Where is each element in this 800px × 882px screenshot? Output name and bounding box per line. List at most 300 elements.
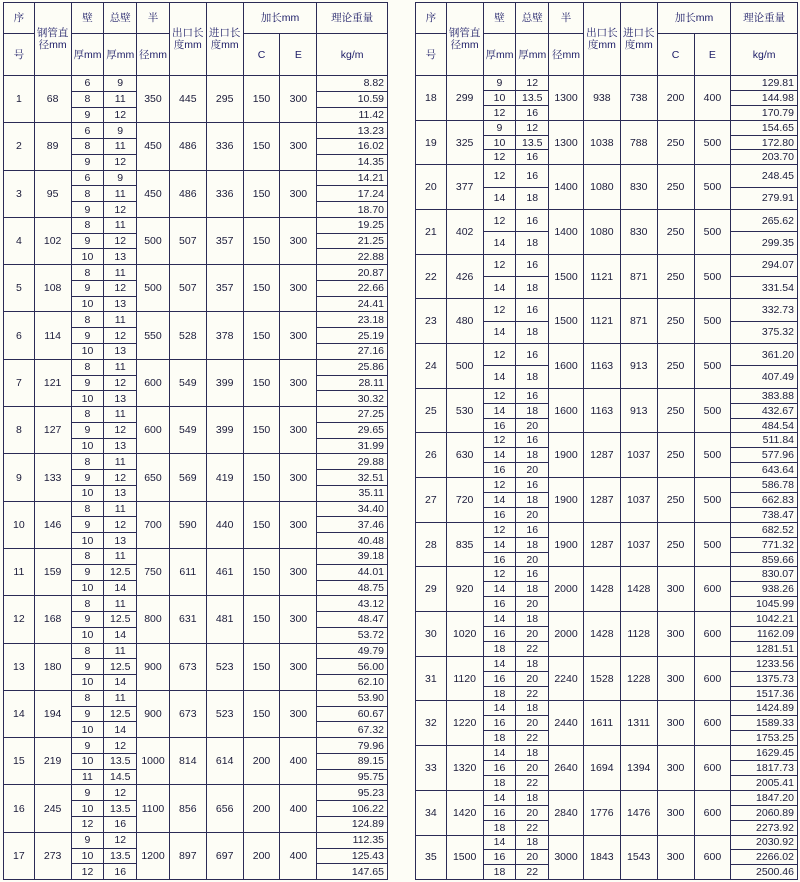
pipe-diameter: 127 [34,407,71,454]
wall-thickness: 14 [483,790,516,805]
extension-c: 300 [657,656,694,701]
bend-radius: 1300 [549,120,584,165]
total-wall-thickness: 22 [516,820,549,835]
wall-thickness: 16 [483,463,516,478]
wall-thickness: 10 [483,90,516,105]
bend-radius: 2240 [549,656,584,701]
row-number: 16 [4,785,35,832]
theoretical-weight: 830.07 [731,567,798,582]
total-wall-thickness: 13 [104,249,137,265]
wall-thickness: 10 [71,627,104,643]
theoretical-weight: 27.16 [317,344,388,360]
wall-thickness: 10 [71,580,104,596]
col-total-wall-header: 总壁 [104,3,137,34]
theoretical-weight: 27.25 [317,407,388,423]
extension-c: 250 [657,522,694,567]
wall-thickness: 12 [483,299,516,321]
extension-c: 150 [243,690,280,737]
extension-c: 150 [243,76,280,123]
total-wall-thickness: 18 [516,448,549,463]
inlet-length: 614 [206,738,243,785]
total-wall-thickness: 20 [516,463,549,478]
wall-thickness: 18 [483,865,516,880]
table-row [416,165,798,187]
total-wall-thickness: 18 [516,656,549,671]
col-diameter-header: 钢管直径mm [446,3,483,76]
total-wall-thickness: 11 [104,312,137,328]
wall-thickness: 16 [483,507,516,522]
theoretical-weight: 30.32 [317,391,388,407]
extension-e: 600 [694,790,731,835]
theoretical-weight: 37.46 [317,517,388,533]
theoretical-weight: 79.96 [317,738,388,754]
wall-thickness: 6 [71,170,104,186]
total-wall-thickness: 14 [104,627,137,643]
theoretical-weight: 484.54 [731,418,798,433]
theoretical-weight: 53.90 [317,690,388,706]
wall-thickness: 10 [71,533,104,549]
theoretical-weight: 23.18 [317,312,388,328]
row-number: 3 [4,170,35,217]
wall-thickness: 14 [483,366,516,388]
outlet-length: 856 [169,785,206,832]
pipe-diameter: 180 [34,643,71,690]
bend-radius: 700 [137,501,170,548]
col-radius-header-2: 径mm [137,34,170,76]
total-wall-thickness: 11 [104,359,137,375]
total-wall-thickness: 18 [516,366,549,388]
theoretical-weight: 586.78 [731,478,798,493]
total-wall-thickness: 14 [104,722,137,738]
extension-e: 600 [694,567,731,612]
wall-thickness: 14 [483,232,516,254]
outlet-length: 1287 [583,433,620,478]
theoretical-weight: 60.67 [317,706,388,722]
wall-thickness: 8 [71,643,104,659]
total-wall-thickness: 16 [516,522,549,537]
theoretical-weight: 383.88 [731,388,798,403]
wall-thickness: 8 [71,217,104,233]
theoretical-weight: 938.26 [731,582,798,597]
total-wall-thickness: 12 [104,517,137,533]
total-wall-thickness: 18 [516,277,549,299]
row-number: 12 [4,596,35,643]
table-row [416,210,798,232]
wall-thickness: 12 [483,254,516,276]
table-row [416,344,798,366]
total-wall-thickness: 12 [104,470,137,486]
total-wall-thickness: 11 [104,596,137,612]
inlet-length: 440 [206,501,243,548]
inlet-length: 1037 [620,478,657,523]
wall-thickness: 8 [71,265,104,281]
theoretical-weight: 361.20 [731,344,798,366]
table-row [416,76,798,91]
pipe-diameter: 377 [446,165,483,210]
total-wall-thickness: 18 [516,493,549,508]
bend-radius: 1500 [549,254,584,299]
left-table-panel [3,2,388,880]
total-wall-thickness: 16 [104,816,137,832]
bend-radius: 450 [137,123,170,170]
wall-thickness: 12 [483,210,516,232]
theoretical-weight: 129.81 [731,76,798,91]
theoretical-weight: 1424.89 [731,701,798,716]
table-row [416,388,798,403]
outlet-length: 486 [169,170,206,217]
wall-thickness: 16 [483,418,516,433]
total-wall-thickness: 16 [516,150,549,165]
total-wall-thickness: 13 [104,344,137,360]
total-wall-thickness: 11 [104,454,137,470]
total-wall-thickness: 13.5 [104,801,137,817]
theoretical-weight: 147.65 [317,864,388,880]
inlet-length: 913 [620,344,657,389]
outlet-length: 673 [169,690,206,737]
inlet-length: 1311 [620,701,657,746]
row-number: 28 [416,522,447,567]
inlet-length: 871 [620,299,657,344]
wall-thickness: 14 [483,321,516,343]
total-wall-thickness: 11 [104,407,137,423]
bend-radius: 2440 [549,701,584,746]
total-wall-thickness: 18 [516,582,549,597]
theoretical-weight: 203.70 [731,150,798,165]
wall-thickness: 14 [483,277,516,299]
inlet-length: 357 [206,265,243,312]
bend-radius: 500 [137,217,170,264]
col-radius-header-2: 径mm [549,34,584,76]
pipe-diameter: 121 [34,359,71,406]
pipe-diameter: 920 [446,567,483,612]
extension-c: 150 [243,265,280,312]
wall-thickness: 16 [483,850,516,865]
col-diameter-header: 钢管直径mm [34,3,71,76]
inlet-length: 1228 [620,656,657,701]
theoretical-weight: 21.25 [317,233,388,249]
theoretical-weight: 32.51 [317,470,388,486]
col-extension-header: 加长mm [243,3,317,34]
table-row [4,312,388,328]
bend-radius: 1300 [549,76,584,121]
bend-radius: 1100 [137,785,170,832]
theoretical-weight: 332.73 [731,299,798,321]
wall-thickness: 14 [483,612,516,627]
extension-e: 500 [694,388,731,433]
inlet-length: 336 [206,123,243,170]
wall-thickness: 14 [483,403,516,418]
extension-e: 500 [694,478,731,523]
total-wall-thickness: 20 [516,716,549,731]
total-wall-thickness: 16 [516,388,549,403]
extension-e: 300 [280,76,317,123]
table-row [4,738,388,754]
table-row [416,567,798,582]
theoretical-weight: 2266.02 [731,850,798,865]
inlet-length: 830 [620,165,657,210]
theoretical-weight: 67.32 [317,722,388,738]
extension-e: 300 [280,454,317,501]
wall-thickness: 9 [483,76,516,91]
table-row [416,478,798,493]
extension-c: 150 [243,312,280,359]
row-number: 14 [4,690,35,737]
total-wall-thickness: 16 [516,478,549,493]
theoretical-weight: 738.47 [731,507,798,522]
theoretical-weight: 1162.09 [731,627,798,642]
theoretical-weight: 511.84 [731,433,798,448]
wall-thickness: 8 [71,139,104,155]
wall-thickness: 10 [71,296,104,312]
total-wall-thickness: 22 [516,641,549,656]
wall-thickness: 14 [483,187,516,209]
col-outlet-length-header: 出口长度mm [583,3,620,76]
inlet-length: 1037 [620,522,657,567]
table-row [416,656,798,671]
wall-thickness: 10 [71,391,104,407]
wall-thickness: 10 [483,135,516,150]
extension-e: 300 [280,407,317,454]
table-row [4,217,388,233]
theoretical-weight: 34.40 [317,501,388,517]
total-wall-thickness: 14 [104,675,137,691]
col-wall-header: 壁 [71,3,104,34]
total-wall-thickness: 18 [516,403,549,418]
wall-thickness: 10 [71,249,104,265]
extension-e: 300 [280,312,317,359]
table-row [416,612,798,627]
col-inlet-length-header: 进口长度mm [206,3,243,76]
outlet-length: 1080 [583,210,620,255]
pipe-diameter: 480 [446,299,483,344]
total-wall-thickness: 14 [104,580,137,596]
table-row [4,643,388,659]
total-wall-thickness: 12 [104,422,137,438]
theoretical-weight: 375.32 [731,321,798,343]
pipe-diameter: 426 [446,254,483,299]
row-number: 7 [4,359,35,406]
row-number: 32 [416,701,447,746]
outlet-length: 1428 [583,567,620,612]
total-wall-thickness: 12 [516,120,549,135]
theoretical-weight: 1375.73 [731,671,798,686]
total-wall-thickness: 11 [104,265,137,281]
bend-radius: 500 [137,265,170,312]
bend-radius: 900 [137,643,170,690]
theoretical-weight: 432.67 [731,403,798,418]
table-row [4,76,388,92]
theoretical-weight: 643.64 [731,463,798,478]
wall-thickness: 11 [71,769,104,785]
theoretical-weight: 39.18 [317,548,388,564]
outlet-length: 938 [583,76,620,121]
pipe-diameter: 835 [446,522,483,567]
extension-c: 250 [657,120,694,165]
table-row [416,522,798,537]
col-wall-header-2: 厚mm [483,34,516,76]
row-number: 30 [416,612,447,657]
extension-c: 150 [243,501,280,548]
wall-thickness: 6 [71,76,104,92]
outlet-length: 814 [169,738,206,785]
extension-e: 600 [694,746,731,791]
outlet-length: 486 [169,123,206,170]
extension-e: 400 [280,785,317,832]
theoretical-weight: 48.47 [317,612,388,628]
theoretical-weight: 18.70 [317,202,388,218]
total-wall-thickness: 9 [104,170,137,186]
outlet-length: 1080 [583,165,620,210]
total-wall-thickness: 16 [516,344,549,366]
wall-thickness: 9 [71,659,104,675]
table-row [416,746,798,761]
total-wall-thickness: 16 [516,105,549,120]
wall-thickness: 12 [483,105,516,120]
pipe-diameter: 159 [34,548,71,595]
table-row [4,454,388,470]
inlet-length: 1428 [620,567,657,612]
theoretical-weight: 1753.25 [731,731,798,746]
total-wall-thickness: 9 [104,123,137,139]
outlet-length: 507 [169,265,206,312]
total-wall-thickness: 20 [516,597,549,612]
theoretical-weight: 2273.92 [731,820,798,835]
bend-radius: 1400 [549,210,584,255]
total-wall-thickness: 12.5 [104,564,137,580]
table-row [4,832,388,848]
extension-e: 600 [694,701,731,746]
theoretical-weight: 19.25 [317,217,388,233]
pipe-diameter: 146 [34,501,71,548]
inlet-length: 913 [620,388,657,433]
total-wall-thickness: 12 [104,738,137,754]
bend-radius: 600 [137,407,170,454]
extension-e: 300 [280,265,317,312]
outlet-length: 1776 [583,790,620,835]
total-wall-thickness: 12 [104,328,137,344]
extension-c: 300 [657,612,694,657]
extension-c: 250 [657,344,694,389]
wall-thickness: 12 [483,478,516,493]
wall-thickness: 10 [71,675,104,691]
inlet-length: 788 [620,120,657,165]
table-row [416,701,798,716]
bend-radius: 2000 [549,612,584,657]
col-weight-unit-header: kg/m [317,34,388,76]
theoretical-weight: 1233.56 [731,656,798,671]
wall-thickness: 10 [71,722,104,738]
bend-radius: 1600 [549,388,584,433]
extension-e: 300 [280,359,317,406]
theoretical-weight: 28.11 [317,375,388,391]
wall-thickness: 9 [71,564,104,580]
pipe-diameter: 1320 [446,746,483,791]
table-row [416,120,798,135]
outlet-length: 673 [169,643,206,690]
wall-thickness: 12 [71,816,104,832]
inlet-length: 378 [206,312,243,359]
theoretical-weight: 1817.73 [731,761,798,776]
wall-thickness: 12 [483,522,516,537]
wall-thickness: 18 [483,820,516,835]
total-wall-thickness: 12 [104,233,137,249]
theoretical-weight: 662.83 [731,493,798,508]
bend-radius: 1500 [549,299,584,344]
wall-thickness: 9 [71,202,104,218]
theoretical-weight: 89.15 [317,753,388,769]
theoretical-weight: 154.65 [731,120,798,135]
wall-thickness: 18 [483,731,516,746]
pipe-diameter: 168 [34,596,71,643]
theoretical-weight: 22.88 [317,249,388,265]
wall-thickness: 9 [71,785,104,801]
inlet-length: 461 [206,548,243,595]
row-number: 18 [416,76,447,121]
bend-radius: 350 [137,76,170,123]
outlet-length: 528 [169,312,206,359]
theoretical-weight: 16.02 [317,139,388,155]
wall-thickness: 8 [71,690,104,706]
table-row [4,265,388,281]
theoretical-weight: 8.82 [317,76,388,92]
wall-thickness: 14 [483,493,516,508]
theoretical-weight: 577.96 [731,448,798,463]
theoretical-weight: 2005.41 [731,775,798,790]
theoretical-weight: 35.11 [317,485,388,501]
extension-e: 500 [694,522,731,567]
wall-thickness: 12 [483,388,516,403]
theoretical-weight: 125.43 [317,848,388,864]
total-wall-thickness: 16 [516,165,549,187]
extension-e: 600 [694,612,731,657]
bend-radius: 650 [137,454,170,501]
wall-thickness: 14 [483,582,516,597]
col-total-wall-header: 总壁 [516,3,549,34]
inlet-length: 295 [206,76,243,123]
inlet-length: 1543 [620,835,657,880]
extension-c: 150 [243,407,280,454]
extension-c: 150 [243,454,280,501]
outlet-length: 590 [169,501,206,548]
total-wall-thickness: 22 [516,731,549,746]
extension-c: 150 [243,217,280,264]
total-wall-thickness: 12 [104,280,137,296]
table-row [4,690,388,706]
col-inlet-length-header: 进口长度mm [620,3,657,76]
row-number: 9 [4,454,35,501]
col-ext-c-header: C [657,34,694,76]
col-total-wall-header-2: 厚mm [104,34,137,76]
total-wall-thickness: 18 [516,835,549,850]
total-wall-thickness: 14.5 [104,769,137,785]
theoretical-weight: 43.12 [317,596,388,612]
bend-radius: 1200 [137,832,170,879]
pipe-diameter: 299 [446,76,483,121]
extension-e: 400 [694,76,731,121]
inlet-length: 357 [206,217,243,264]
row-number: 17 [4,832,35,879]
theoretical-weight: 331.54 [731,277,798,299]
outlet-length: 1038 [583,120,620,165]
theoretical-weight: 2060.89 [731,805,798,820]
theoretical-weight: 1629.45 [731,746,798,761]
col-extension-header: 加长mm [657,3,731,34]
inlet-length: 1394 [620,746,657,791]
pipe-diameter: 108 [34,265,71,312]
wall-thickness: 10 [71,485,104,501]
bend-radius: 450 [137,170,170,217]
theoretical-weight: 1589.33 [731,716,798,731]
